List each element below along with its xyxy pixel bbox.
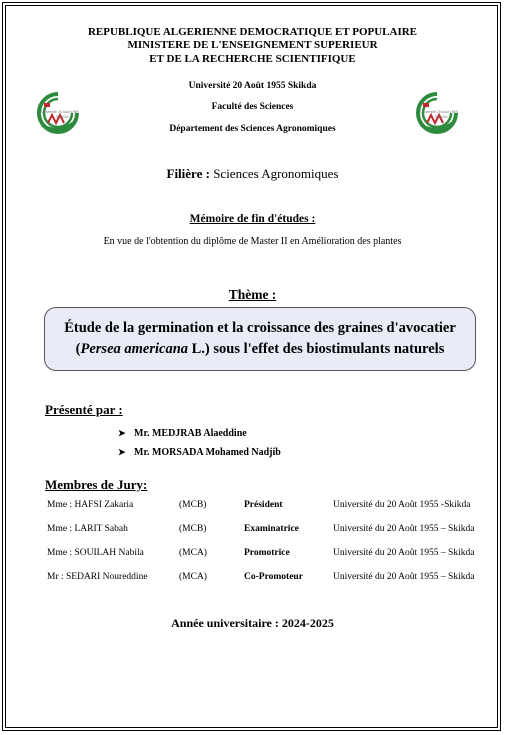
arrow-bullet-icon: ➤ [118, 428, 126, 438]
jury-member-grade: (MCA) [179, 548, 207, 558]
arrow-bullet-icon: ➤ [118, 447, 126, 457]
theme-line-1: Étude de la germination et la croissance des graines d'avocatier [64, 320, 456, 336]
header-republique: REPUBLIQUE ALGERIENNE DEMOCRATIQUE ET POPULAIRE [87, 26, 418, 38]
logo-text-bottom: SKIKDA [434, 115, 448, 119]
jury-row [47, 500, 487, 524]
presenter-name: Mr. MEDJRAB Alaeddine [134, 428, 247, 439]
university-name: Université 20 Août 1955 Skikda [188, 81, 317, 91]
jury-member-institution: Université du 20 Août 1955 – Skikda [333, 524, 475, 534]
logo-text-top: Université 20 Août 1955 [41, 110, 79, 114]
academic-year: Année universitaire : 2024-2025 [171, 616, 334, 630]
jury-label: Membres de Jury: [45, 477, 148, 492]
jury-member-name: Mme : SOUILAH Nabila [47, 548, 144, 558]
jury-row [47, 572, 487, 596]
filiere-value: Sciences Agronomiques [213, 166, 339, 181]
jury-member-name: Mr : SEDARI Noureddine [47, 572, 148, 582]
logo-text-top: Université 20 Août 1955 [420, 110, 458, 114]
university-logo-right [415, 91, 459, 135]
presenters-list [118, 428, 281, 466]
theme-paren: ( [75, 341, 81, 357]
jury-member-grade: (MCB) [179, 524, 207, 534]
logo-text-bottom: SKIKDA [55, 115, 69, 119]
jury-member-role: Co-Promoteur [244, 572, 303, 582]
jury-member-institution: Université du 20 Août 1955 -Skikda [333, 500, 471, 510]
presenter-name: Mr. MORSADA Mohamed Nadjib [134, 447, 281, 458]
memoire-title: Mémoire de fin d'études : [189, 213, 316, 225]
jury-member-role: Président [244, 500, 283, 510]
header-ministere: MINISTERE DE L'ENSEIGNEMENT SUPERIEUR [127, 39, 378, 51]
filiere-label: Filière : [166, 166, 210, 181]
jury-member-institution: Université du 20 Août 1955 – Skikda [333, 548, 475, 558]
theme-line-2-rest: L.) sous l'effet des biostimulants naturels [188, 341, 445, 357]
jury-member-name: Mme : HAFSI Zakaria [47, 500, 134, 510]
jury-table [47, 500, 487, 596]
theme-line-2 [45, 339, 475, 360]
department-name: Département des Sciences Agronomiques [169, 124, 336, 134]
theme-box [44, 307, 476, 371]
jury-member-name: Mme : LARIT Sabah [47, 524, 128, 534]
faculty-name: Faculté des Sciences [211, 102, 294, 112]
memoire-subtitle: En vue de l'obtention du diplôme de Master II en Amélioration des plantes [103, 236, 402, 247]
jury-member-institution: Université du 20 Août 1955 – Skikda [333, 572, 475, 582]
jury-member-role: Promotrice [244, 548, 290, 558]
jury-member-grade: (MCA) [179, 572, 207, 582]
header-recherche: ET DE LA RECHERCHE SCIENTIFIQUE [149, 53, 356, 65]
jury-row [47, 524, 487, 548]
jury-member-grade: (MCB) [179, 500, 207, 510]
jury-member-role: Examinatrice [244, 524, 299, 534]
university-logo-left [36, 91, 80, 135]
jury-row [47, 548, 487, 572]
presente-label: Présenté par : [45, 402, 123, 417]
filiere-line [0, 166, 505, 182]
presenter-item [118, 428, 281, 447]
theme-species: Persea americana [80, 341, 189, 357]
theme-label: Thème : [228, 287, 277, 302]
presenter-item [118, 447, 281, 466]
